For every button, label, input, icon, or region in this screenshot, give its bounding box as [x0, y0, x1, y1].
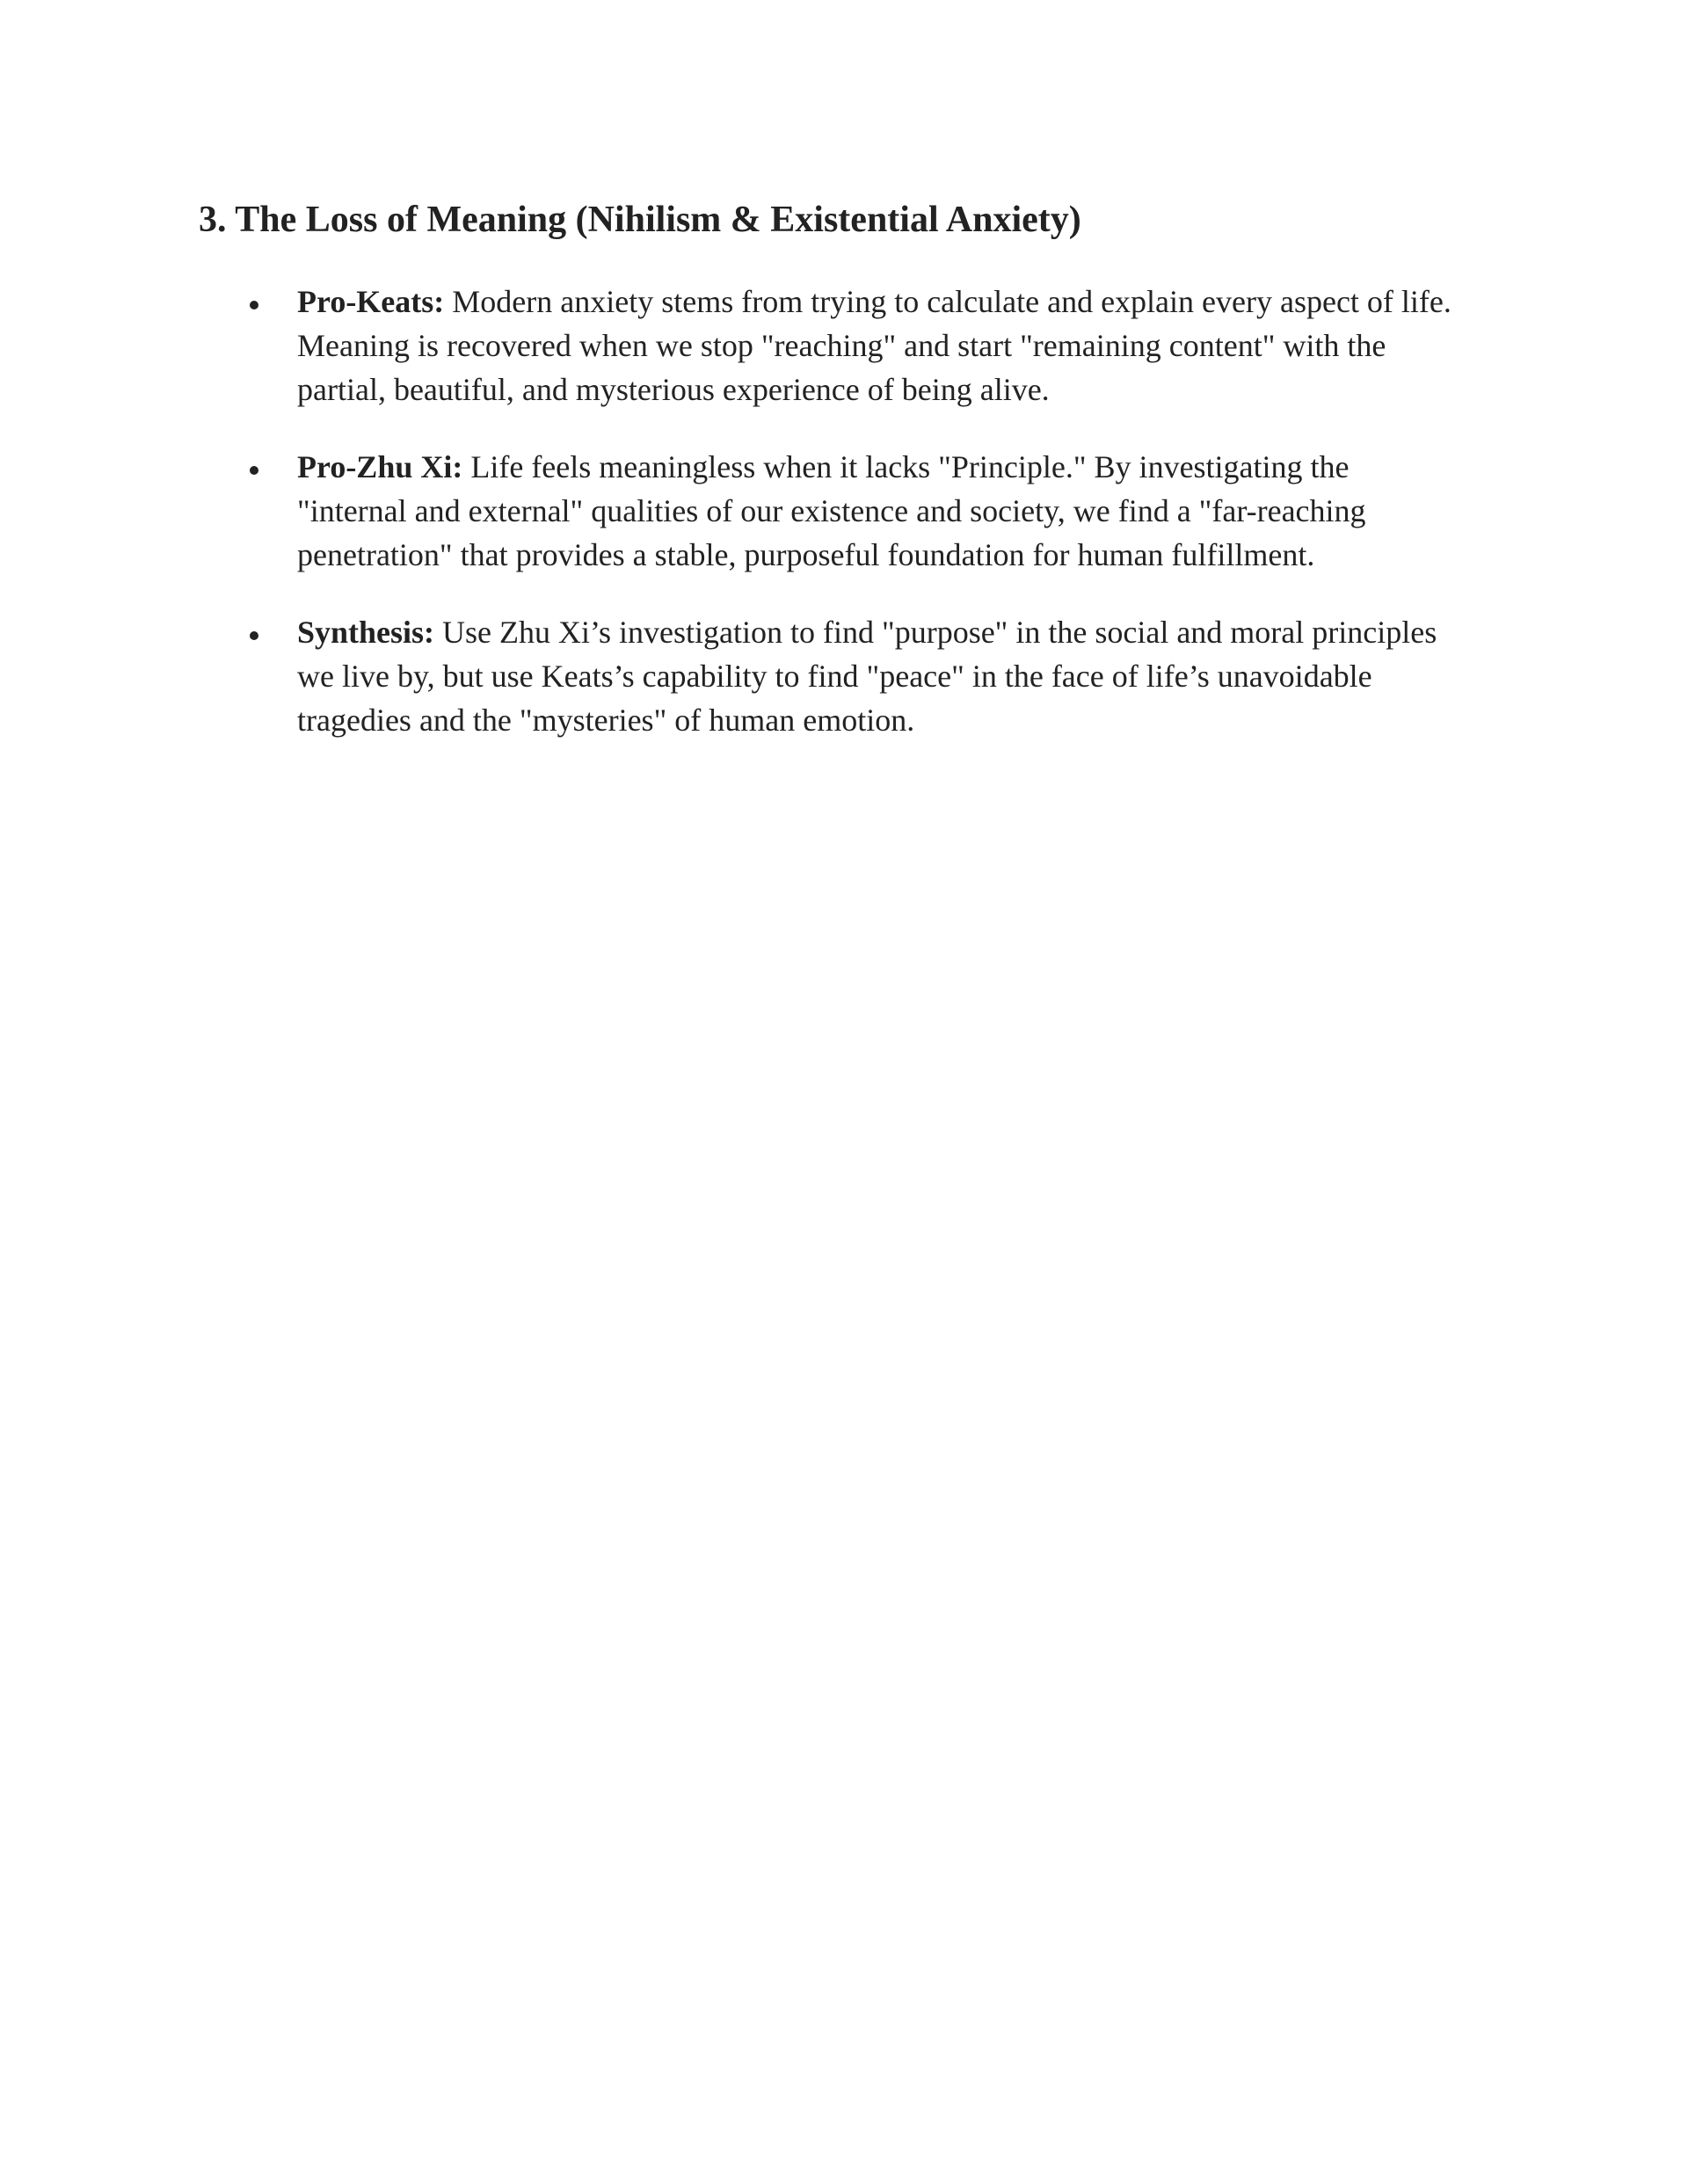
- list-item-text: [297, 610, 1458, 742]
- bullet-icon: [250, 301, 258, 309]
- list-item-text: [297, 445, 1458, 577]
- list-item-text: [297, 280, 1458, 411]
- list-item-lead: Synthesis:: [297, 615, 435, 650]
- list-item-pro-zhu-xi: [0, 445, 1688, 577]
- list-item-synthesis: [0, 610, 1688, 742]
- section-heading: 3. The Loss of Meaning (Nihilism & Existential Anxiety): [199, 200, 1081, 240]
- bullet-list: [0, 280, 1688, 775]
- list-item-body: Modern anxiety stems from trying to calculate and explain every aspect of life. Meaning is recovered when we stop "reaching" and start "remaining content" with the partial, beautiful, and mysterious experience of being alive.: [297, 284, 1452, 407]
- bullet-icon: [250, 466, 258, 475]
- list-item-lead: Pro-Keats:: [297, 284, 445, 319]
- list-item-body: Use Zhu Xi’s investigation to find "purpose" in the social and moral principles we live by, but use Keats’s capability to find "peace" in the face of life’s unavoidable tragedies and the "mysteries" of human emotion.: [297, 615, 1437, 738]
- list-item-pro-keats: [0, 280, 1688, 411]
- bullet-icon: [250, 631, 258, 640]
- list-item-body: Life feels meaningless when it lacks "Principle." By investigating the "internal and external" qualities of our existence and society, we find a "far-reaching penetration" that provides a stable, purposeful foundation for human fulfillment.: [297, 449, 1366, 572]
- list-item-lead: Pro-Zhu Xi:: [297, 449, 463, 484]
